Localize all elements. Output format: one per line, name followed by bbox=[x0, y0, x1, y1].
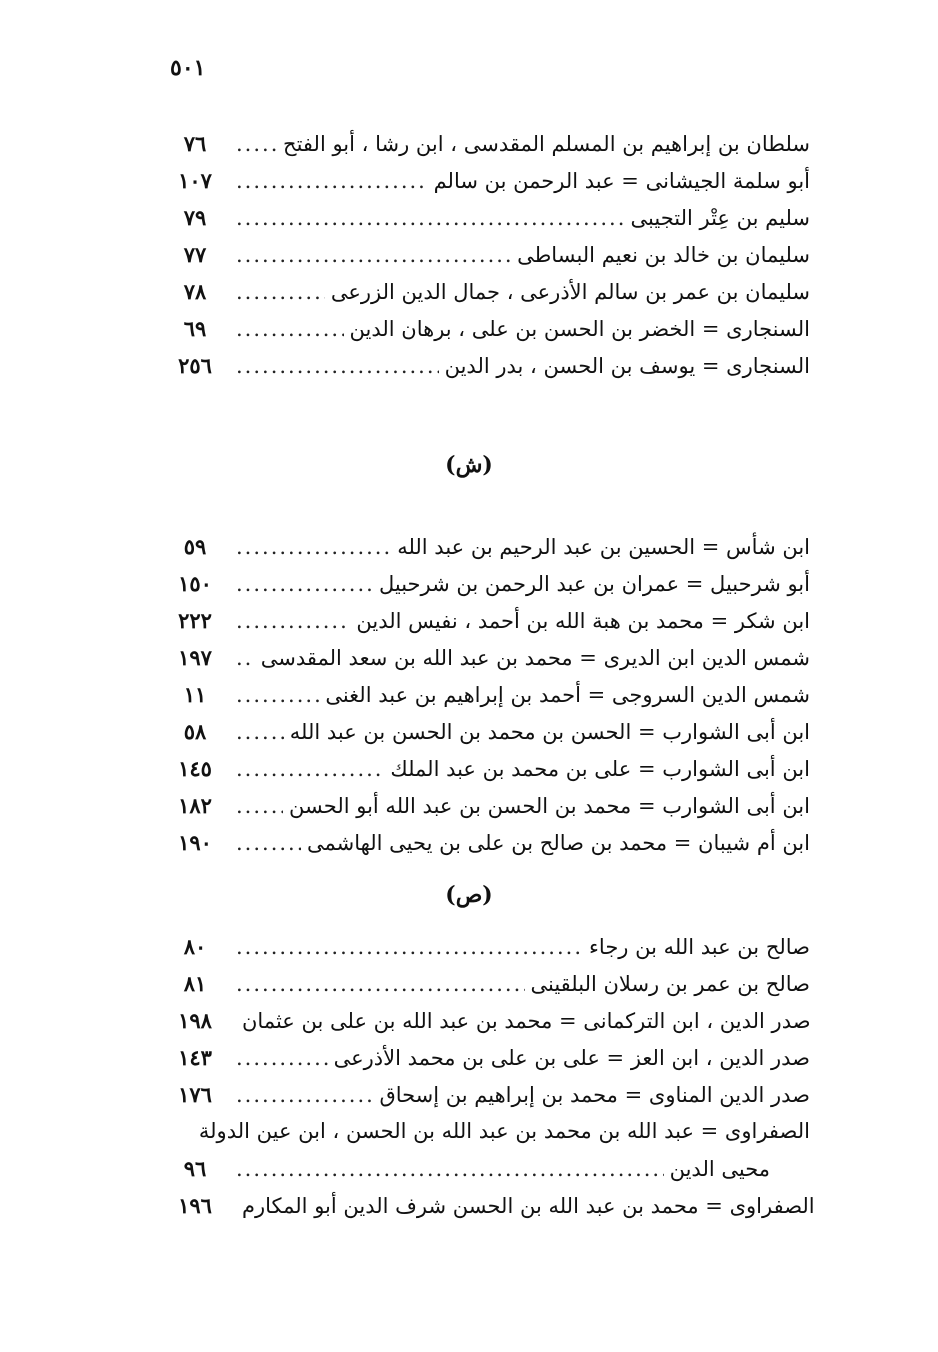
index-entry bbox=[160, 273, 810, 310]
entry-name: سليمان بن خالد بن نعيم البساطى bbox=[517, 243, 810, 267]
leader-dots bbox=[236, 200, 625, 237]
index-entry bbox=[160, 565, 810, 602]
index-entry bbox=[160, 639, 810, 676]
entry-page: ٨٠ bbox=[183, 934, 207, 959]
entry-name: ابن أبى الشوارب = على بن محمد بن عبد الملك bbox=[390, 757, 810, 781]
index-entry bbox=[160, 965, 810, 1002]
leader-dots bbox=[236, 603, 350, 640]
entry-page: ٥٩ bbox=[183, 534, 207, 559]
entry-name: سليمان بن عمر بن سالم الأذرعى ، جمال الدين الزرعى bbox=[330, 280, 810, 304]
entry-page: ١٩٨ bbox=[178, 1008, 212, 1033]
index-entry bbox=[160, 199, 810, 236]
leader-dots bbox=[236, 751, 384, 788]
entry-name: صدر الدين ، ابن التركمانى = محمد بن عبد الله بن على بن عثمان bbox=[242, 1009, 811, 1033]
section-heading-shin: (ش) bbox=[445, 452, 493, 478]
leader-dots bbox=[236, 237, 511, 274]
entry-name: ابن شكر = محمد بن هبة الله بن أحمد ، نفيس الدين bbox=[356, 609, 810, 633]
entry-page: ٧٨ bbox=[183, 279, 207, 304]
leader-dots bbox=[236, 714, 284, 751]
entry-page: ١٤٥ bbox=[178, 756, 212, 781]
entry-page: ١٤٣ bbox=[178, 1045, 212, 1070]
leader-dots bbox=[236, 825, 301, 862]
index-entry bbox=[160, 787, 810, 824]
entry-page: ١٩٧ bbox=[178, 645, 212, 670]
leader-dots bbox=[236, 1040, 328, 1077]
entry-name: صدر الدين ، ابن العز = على بن على بن محمد الأذرعى bbox=[333, 1046, 810, 1070]
entry-name: صالح بن عبد الله بن رجاء bbox=[589, 935, 810, 959]
entry-page: ٨١ bbox=[183, 971, 207, 996]
entry-page: ٧٩ bbox=[183, 205, 207, 230]
index-entry bbox=[160, 1039, 810, 1076]
index-entry bbox=[160, 602, 810, 639]
entry-name: ابن أبى الشوارب = محمد بن الحسن بن عبد الله أبو الحسن bbox=[289, 794, 810, 818]
entry-page: ١٧٦ bbox=[178, 1082, 212, 1107]
entry-page: ١٩٠ bbox=[178, 830, 212, 855]
index-entry bbox=[160, 824, 810, 861]
index-entry bbox=[160, 528, 810, 565]
leader-dots bbox=[236, 788, 283, 825]
entry-page: ٢٥٦ bbox=[178, 353, 212, 378]
entry-page: ١٨٢ bbox=[178, 793, 212, 818]
index-entry bbox=[160, 162, 810, 199]
leader-dots bbox=[236, 966, 525, 1003]
entry-name: صالح بن عمر بن رسلان البلقينى bbox=[530, 972, 810, 996]
entry-page: ١١ bbox=[183, 682, 207, 707]
section-sin bbox=[160, 125, 810, 384]
entry-page: ١٥٠ bbox=[178, 571, 212, 596]
entry-name: ابن أبى الشوارب = الحسن بن محمد بن الحسن بن عبد الله bbox=[289, 720, 810, 744]
entry-name: الصفراوى = عبد الله بن محمد بن عبد الله بن الحسن ، ابن عين الدولة bbox=[198, 1119, 810, 1143]
entry-name: سلطان بن إبراهيم بن المسلم المقدسى ، ابن رشا ، أبو الفتح bbox=[283, 132, 810, 156]
entry-page: ٧٦ bbox=[183, 131, 207, 156]
leader-dots bbox=[236, 566, 373, 603]
leader-dots bbox=[236, 1077, 373, 1114]
entry-name: صدر الدين المناوى = محمد بن إبراهيم بن إسحاق bbox=[379, 1083, 810, 1107]
entry-name: السنجارى = الخضر بن الحسن بن على ، برهان الدين bbox=[349, 317, 810, 341]
leader-dots bbox=[236, 1151, 664, 1188]
entry-page: ٧٧ bbox=[183, 242, 207, 267]
entry-page: ١٠٧ bbox=[178, 168, 212, 193]
entry-name-continuation: محيى الدين bbox=[669, 1157, 770, 1181]
entry-name: الصفراوى = محمد بن عبد الله بن الحسن شرف الدين أبو المكارم bbox=[242, 1194, 815, 1218]
index-entry bbox=[160, 928, 810, 965]
entry-page: ١٩٦ bbox=[178, 1193, 212, 1218]
leader-dots bbox=[236, 348, 439, 385]
section-shin bbox=[160, 528, 810, 861]
index-entry-first-line bbox=[160, 1113, 810, 1150]
index-entry bbox=[160, 1076, 810, 1113]
entry-name: شمس الدين السروجى = أحمد بن إبراهيم بن عبد الغنى bbox=[325, 683, 810, 707]
entry-name: أبو سلمة الجيشانى = عبد الرحمن بن سالم bbox=[433, 169, 810, 193]
index-entry bbox=[160, 125, 810, 162]
leader-dots bbox=[236, 311, 344, 348]
section-heading-sad: (ص) bbox=[445, 882, 493, 908]
index-entry bbox=[160, 713, 810, 750]
index-entry bbox=[160, 310, 810, 347]
leader-dots bbox=[236, 274, 325, 311]
entry-name: ابن شأس = الحسين بن عبد الرحيم بن عبد الله bbox=[397, 535, 810, 559]
leader-dots bbox=[236, 640, 255, 677]
index-entry-continuation bbox=[160, 1150, 810, 1187]
entry-page: ٦٩ bbox=[183, 316, 207, 341]
index-entry bbox=[160, 1187, 815, 1224]
leader-dots bbox=[236, 929, 583, 966]
entry-page: ٩٦ bbox=[183, 1156, 207, 1181]
entry-page: ٢٢٢ bbox=[178, 608, 212, 633]
leader-dots bbox=[236, 126, 277, 163]
entry-name: سليم بن عِتْر التجيبى bbox=[630, 206, 810, 230]
page-number: ٥٠١ bbox=[170, 55, 206, 81]
index-entry bbox=[160, 347, 810, 384]
leader-dots bbox=[236, 529, 391, 566]
leader-dots bbox=[236, 677, 319, 714]
index-entry bbox=[160, 750, 810, 787]
entry-name: شمس الدين ابن الديرى = محمد بن عبد الله بن سعد المقدسى bbox=[260, 646, 810, 670]
index-entry bbox=[160, 676, 810, 713]
index-entry bbox=[160, 1002, 810, 1039]
entry-page: ٥٨ bbox=[183, 719, 207, 744]
index-entry bbox=[160, 236, 810, 273]
leader-dots bbox=[236, 163, 428, 200]
entry-name: ابن أم شيبان = محمد بن صالح بن على بن يحيى الهاشمى bbox=[306, 831, 810, 855]
entry-name: أبو شرحبيل = عمران بن عبد الرحمن بن شرحبيل bbox=[378, 572, 810, 596]
section-sad bbox=[160, 928, 815, 1224]
entry-name: السنجارى = يوسف بن الحسن ، بدر الدين bbox=[444, 354, 810, 378]
